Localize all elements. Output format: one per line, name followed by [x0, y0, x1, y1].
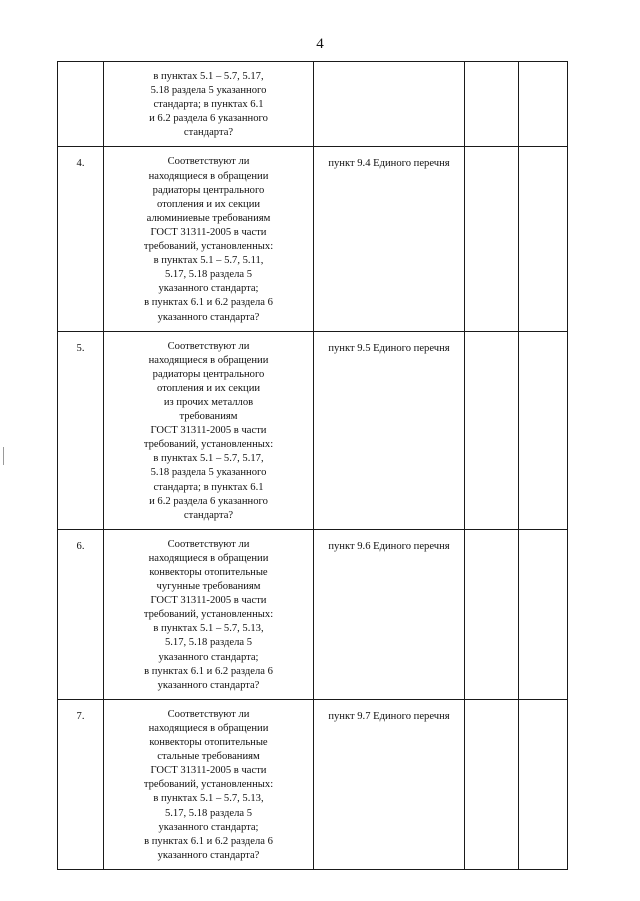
question-line: стандарта? [183, 127, 234, 139]
requirement-question [104, 331, 314, 529]
question-line: в пунктах 5.1 – 5.7, 5.13, [153, 623, 264, 635]
question-line: радиаторы центрального [152, 368, 265, 380]
table-row [58, 62, 568, 147]
checklist-table-body [58, 62, 568, 870]
question-line: отопления и их секции [156, 382, 261, 394]
question-line: конвекторы отопительные [149, 737, 268, 749]
requirement-question [104, 147, 314, 331]
answer-cell-a [465, 529, 519, 699]
question-line: чугунные требованиям [156, 581, 261, 593]
question-line: находящиеся в обращении [148, 722, 269, 734]
question-line: указанного стандарта? [157, 679, 260, 691]
question-line: Соответствуют ли [167, 538, 250, 550]
answer-cell-b [519, 62, 568, 147]
answer-cell-a [465, 62, 519, 147]
reference-text: пункт 9.4 Единого перечня [328, 158, 450, 170]
list-reference [314, 529, 465, 699]
answer-cell-b [519, 529, 568, 699]
question-line: требованиям [179, 411, 238, 423]
question-line: ГОСТ 31311-2005 в части [150, 226, 267, 238]
list-reference [314, 699, 465, 869]
question-line: требований, установленных: [143, 609, 274, 621]
requirement-question [104, 62, 314, 147]
question-line: стандарта; в пунктах 6.1 [153, 481, 264, 493]
question-line: ГОСТ 31311-2005 в части [150, 765, 267, 777]
list-reference [314, 331, 465, 529]
question-line: указанного стандарта? [157, 849, 260, 861]
table-row [58, 699, 568, 869]
answer-cell-a [465, 331, 519, 529]
requirement-question [104, 529, 314, 699]
question-line: в пунктах 5.1 – 5.7, 5.17, [153, 453, 264, 465]
item-number: 7. [58, 699, 104, 869]
question-line: в пунктах 6.1 и 6.2 раздела 6 [144, 297, 273, 309]
question-line: 5.18 раздела 5 указанного [150, 467, 267, 479]
requirement-question [104, 699, 314, 869]
question-line: находящиеся в обращении [148, 552, 269, 564]
question-line: ГОСТ 31311-2005 в части [150, 425, 267, 437]
question-line: и 6.2 раздела 6 указанного [149, 113, 268, 125]
question-line: указанного стандарта; [158, 651, 259, 663]
question-line: требований, установленных: [143, 241, 274, 253]
question-line: находящиеся в обращении [148, 354, 269, 366]
question-line: радиаторы центрального [152, 184, 265, 196]
item-number: 6. [58, 529, 104, 699]
question-line: и 6.2 раздела 6 указанного [149, 495, 268, 507]
question-line: 5.18 раздела 5 указанного [150, 85, 267, 97]
reference-text: пункт 9.7 Единого перечня [328, 710, 450, 722]
table-row [58, 529, 568, 699]
question-line: в пунктах 5.1 – 5.7, 5.13, [153, 793, 264, 805]
item-number [58, 62, 104, 147]
question-line: в пунктах 5.1 – 5.7, 5.17, [153, 71, 264, 82]
table-row [58, 147, 568, 331]
question-line: требований, установленных: [143, 779, 274, 791]
answer-cell-a [465, 699, 519, 869]
list-reference [314, 62, 465, 147]
item-number: 4. [58, 147, 104, 331]
answer-cell-b [519, 147, 568, 331]
page-number: 4 [316, 36, 324, 52]
question-line: ГОСТ 31311-2005 в части [150, 595, 267, 607]
table-row [58, 331, 568, 529]
answer-cell-b [519, 331, 568, 529]
question-line: 5.17, 5.18 раздела 5 [164, 807, 253, 819]
question-line: в пунктах 5.1 – 5.7, 5.11, [153, 255, 264, 267]
question-line: находящиеся в обращении [148, 170, 269, 182]
question-line: требований, установленных: [143, 439, 274, 451]
question-line: в пунктах 6.1 и 6.2 раздела 6 [144, 665, 273, 677]
question-line: Соответствуют ли [167, 156, 250, 168]
question-line: 5.17, 5.18 раздела 5 [164, 637, 253, 649]
question-line: стальные требованиям [157, 751, 260, 763]
question-line: стандарта? [183, 509, 234, 521]
checklist-table [57, 61, 568, 870]
answer-cell-a [465, 147, 519, 331]
question-line: Соответствуют ли [167, 708, 250, 720]
question-line: указанного стандарта; [158, 821, 259, 833]
question-line: отопления и их секции [156, 198, 261, 210]
scan-margin-mark [3, 447, 4, 465]
question-line: указанного стандарта; [158, 283, 259, 295]
question-line: в пунктах 6.1 и 6.2 раздела 6 [144, 835, 273, 847]
question-line: 5.17, 5.18 раздела 5 [164, 269, 253, 281]
reference-text: пункт 9.6 Единого перечня [328, 540, 450, 552]
reference-text: пункт 9.5 Единого перечня [328, 342, 450, 354]
question-line: указанного стандарта? [157, 311, 260, 323]
question-line: Соответствуют ли [167, 340, 250, 352]
question-line: из прочих металлов [163, 396, 254, 408]
list-reference [314, 147, 465, 331]
question-line: стандарта; в пунктах 6.1 [153, 99, 264, 111]
item-number: 5. [58, 331, 104, 529]
question-line: конвекторы отопительные [149, 567, 268, 578]
question-line: алюминиевые требованиям [146, 212, 271, 224]
answer-cell-b [519, 699, 568, 869]
